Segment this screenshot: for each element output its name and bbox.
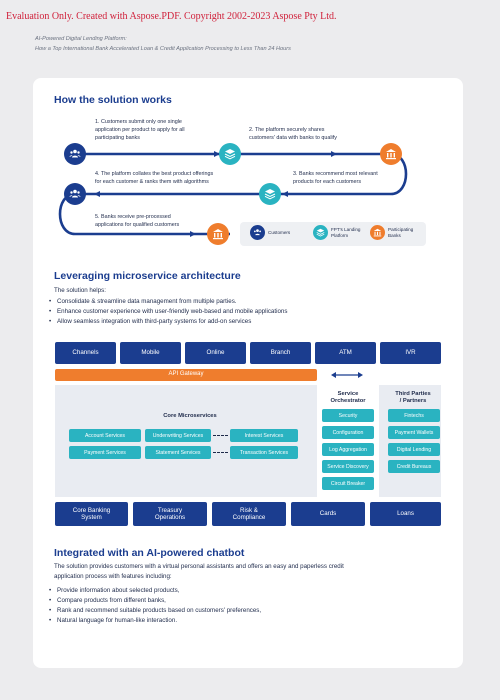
step-5: 5. Banks receive pre-processed applications for qualified customers xyxy=(95,214,180,228)
api-gateway-bar: API Gateway xyxy=(55,369,317,381)
chatbot-title: Integrated with an AI-powered chatbot xyxy=(54,547,245,559)
channel-atm: ATM xyxy=(315,342,376,364)
channel-online: Online xyxy=(185,342,246,364)
legend-banks xyxy=(370,225,413,240)
service-box: Account Services xyxy=(69,429,141,442)
third-parties-title: Third Parties / Partners xyxy=(395,391,431,404)
watermark: Evaluation Only. Created with Aspose.PDF. Copyright 2002-2023 Aspose Pty Ltd. xyxy=(6,11,337,22)
dashed-connector xyxy=(213,452,228,453)
microservice-title: Leveraging microservice architecture xyxy=(54,270,241,282)
orchestrator-item: Circuit Breaker xyxy=(322,477,374,490)
channel-mobile: Mobile xyxy=(120,342,181,364)
legend-customers-label: Customers xyxy=(268,229,291,235)
system-treasury: Treasury Operations xyxy=(133,502,207,526)
system-core-banking: Core Banking System xyxy=(55,502,128,526)
orchestrator-item: Security xyxy=(322,409,374,422)
legend-platform xyxy=(313,225,360,240)
service-box: Statement Services xyxy=(145,446,211,459)
people-icon xyxy=(250,225,265,240)
step-3: 3. Banks recommend most relevant products for each customers xyxy=(293,171,378,185)
system-cards: Cards xyxy=(291,502,365,526)
third-party-item: Digital Lending xyxy=(388,443,440,456)
bank-icon xyxy=(370,225,385,240)
bank-icon xyxy=(207,223,229,245)
microservice-bullet: • Consolidate & streamline data management from multiple parties. xyxy=(57,298,237,305)
doc-header-subtitle: How a Top International Bank Accelerated Loan & Credit Application Processing to Less Than 24 Hours xyxy=(35,46,291,52)
step-2: 2. The platform securely shares customers' data with banks to qualify xyxy=(249,127,337,141)
third-party-item: Credit Bureaus xyxy=(388,460,440,473)
system-risk-compliance: Risk & Compliance xyxy=(212,502,286,526)
people-icon xyxy=(64,143,86,165)
legend-customers xyxy=(250,225,290,240)
orchestrator-item: Configuration xyxy=(322,426,374,439)
system-loans: Loans xyxy=(370,502,441,526)
service-box: Interest Services xyxy=(230,429,298,442)
service-box: Underwriting Services xyxy=(145,429,211,442)
step-1: 1. Customers submit only one single application per product to apply for all participating banks xyxy=(95,119,185,141)
legend-banks-label: Participating Banks xyxy=(388,227,414,238)
layers-icon xyxy=(219,143,241,165)
chatbot-intro: The solution provides customers with a virtual personal assistants and offers an easy and paperless credit xyxy=(54,563,344,570)
microservice-bullet: • Enhance customer experience with user-friendly web-based and mobile applications xyxy=(57,308,287,315)
third-party-item: Payment Wallets xyxy=(388,426,440,439)
chatbot-bullet: • Provide information about selected products, xyxy=(57,587,179,594)
orchestrator-item: Log Aggregation xyxy=(322,443,374,456)
bank-icon xyxy=(380,143,402,165)
channel-channels: Channels xyxy=(55,342,116,364)
layers-icon xyxy=(313,225,328,240)
layers-icon xyxy=(259,183,281,205)
legend-platform-label: FPT's Landing Platform xyxy=(331,227,361,238)
double-arrow-icon xyxy=(331,371,363,379)
third-party-item: Fintechs xyxy=(388,409,440,422)
doc-header-title: AI-Powered Digital Lending Platform: xyxy=(35,36,127,42)
orchestrator-item: Service Discovery xyxy=(322,460,374,473)
orchestrator-title: Service Orchestrator xyxy=(330,391,366,404)
channel-branch: Branch xyxy=(250,342,311,364)
people-icon xyxy=(64,183,86,205)
dashed-connector xyxy=(213,435,228,436)
chatbot-bullet: • Compare products from different banks, xyxy=(57,597,166,604)
solution-title: How the solution works xyxy=(54,94,172,106)
channel-ivr: IVR xyxy=(380,342,441,364)
microservice-intro: The solution helps: xyxy=(54,287,106,294)
chatbot-bullet: • Rank and recommend suitable products based on customers' preferences, xyxy=(57,607,261,614)
core-microservices-title: Core Microservices xyxy=(163,413,217,419)
microservice-bullet: • Allow seamless integration with third-party systems for add-on services xyxy=(57,318,251,325)
step-4: 4. The platform collates the best product offerings for each customer & ranks them with algorithms xyxy=(95,171,214,185)
service-box: Transaction Services xyxy=(230,446,298,459)
service-box: Payment Services xyxy=(69,446,141,459)
chatbot-bullet: • Natural language for human-like interaction. xyxy=(57,617,177,624)
flow-legend xyxy=(240,222,426,246)
chatbot-intro: application process with features including: xyxy=(54,573,172,580)
